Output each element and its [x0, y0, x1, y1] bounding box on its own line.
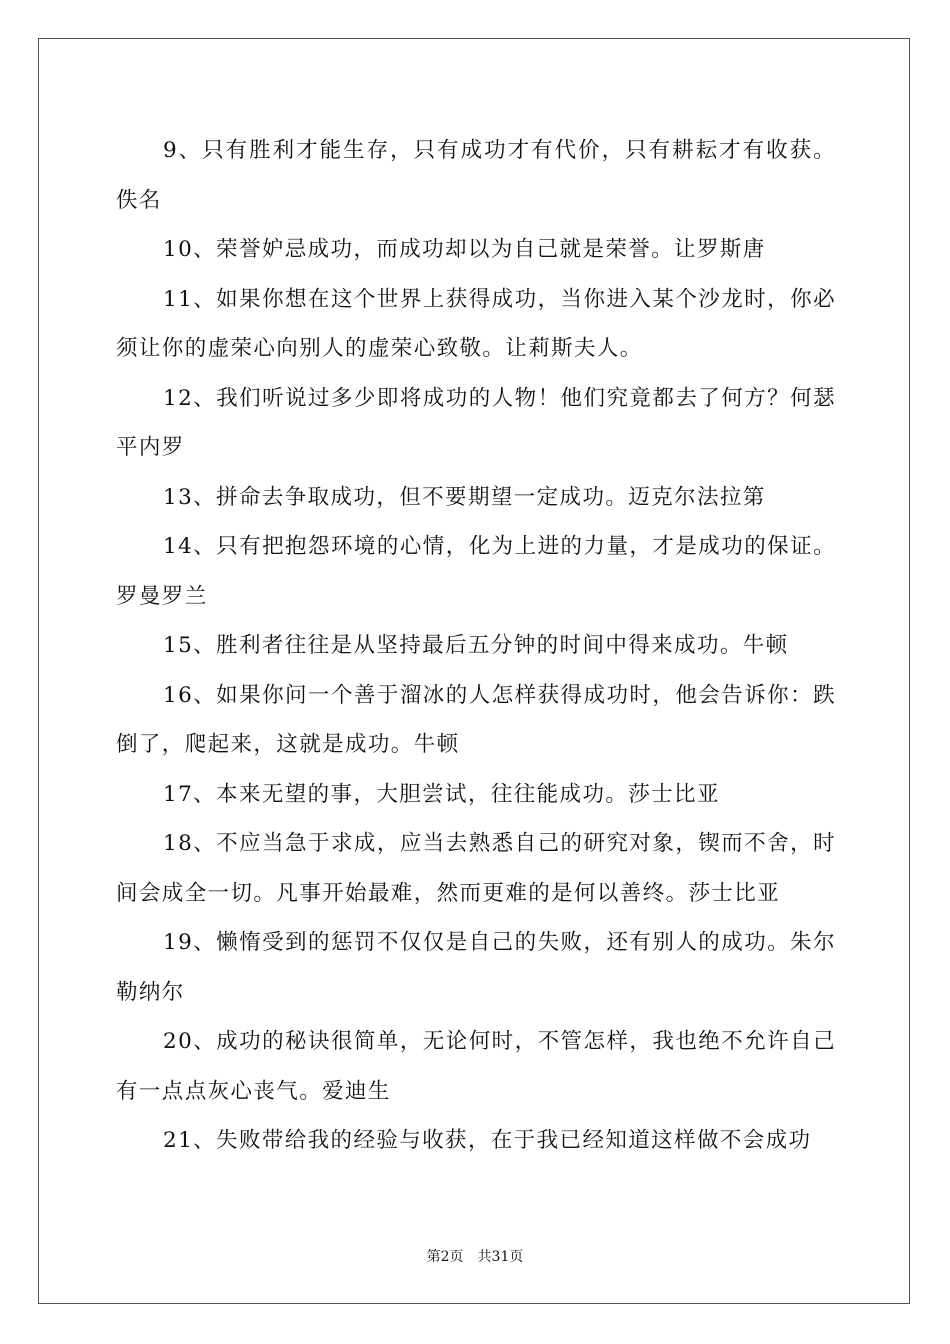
paragraph-12: 12、我们听说过多少即将成功的人物！他们究竟都去了何方？何瑟平内罗	[116, 385, 836, 460]
paragraph-10: 10、荣誉妒忌成功，而成功却以为自己就是荣誉。让罗斯唐	[163, 237, 766, 262]
paragraph-17: 17、本来无望的事，大胆尝试，往往能成功。莎士比亚	[163, 781, 720, 807]
paragraph-21: 21、失败带给我的经验与收获，在于我已经知道这样做不会成功	[163, 1128, 812, 1153]
paragraph-19: 19、懒惰受到的惩罚不仅仅是自己的失败，还有别人的成功。朱尔勒纳尔	[116, 930, 836, 1005]
page-total: 共31页	[477, 1249, 524, 1265]
document-body	[116, 126, 836, 1166]
page-number: 第2页	[426, 1249, 464, 1265]
paragraph-20: 20、成功的秘诀很简单，无论何时，不管怎样，我也绝不允许自己有一点点灰心丧气。爱迪生	[116, 1029, 836, 1104]
page-footer	[0, 1246, 950, 1266]
paragraph-13: 13、拼命去争取成功，但不要期望一定成功。迈克尔法拉第	[163, 484, 766, 510]
paragraph-14: 14、只有把抱怨环境的心情，化为上进的力量，才是成功的保证。罗曼罗兰	[116, 534, 836, 609]
paragraph-11: 11、如果你想在这个世界上获得成功，当你进入某个沙龙时，你必须让你的虚荣心向别人的虚荣心致敬。让莉斯夫人。	[116, 286, 836, 361]
paragraph-9: 9、只有胜利才能生存，只有成功才有代价，只有耕耘才有收获。佚名	[116, 138, 836, 213]
paragraph-18: 18、不应当急于求成，应当去熟悉自己的研究对象，锲而不舍，时间会成全一切。凡事开始最难，然而更难的是何以善终。莎士比亚	[116, 831, 836, 906]
paragraph-16: 16、如果你问一个善于溜冰的人怎样获得成功时，他会告诉你：跌倒了，爬起来，这就是成功。牛顿	[116, 682, 836, 757]
paragraph-15: 15、胜利者往往是从坚持最后五分钟的时间中得来成功。牛顿	[163, 633, 789, 658]
